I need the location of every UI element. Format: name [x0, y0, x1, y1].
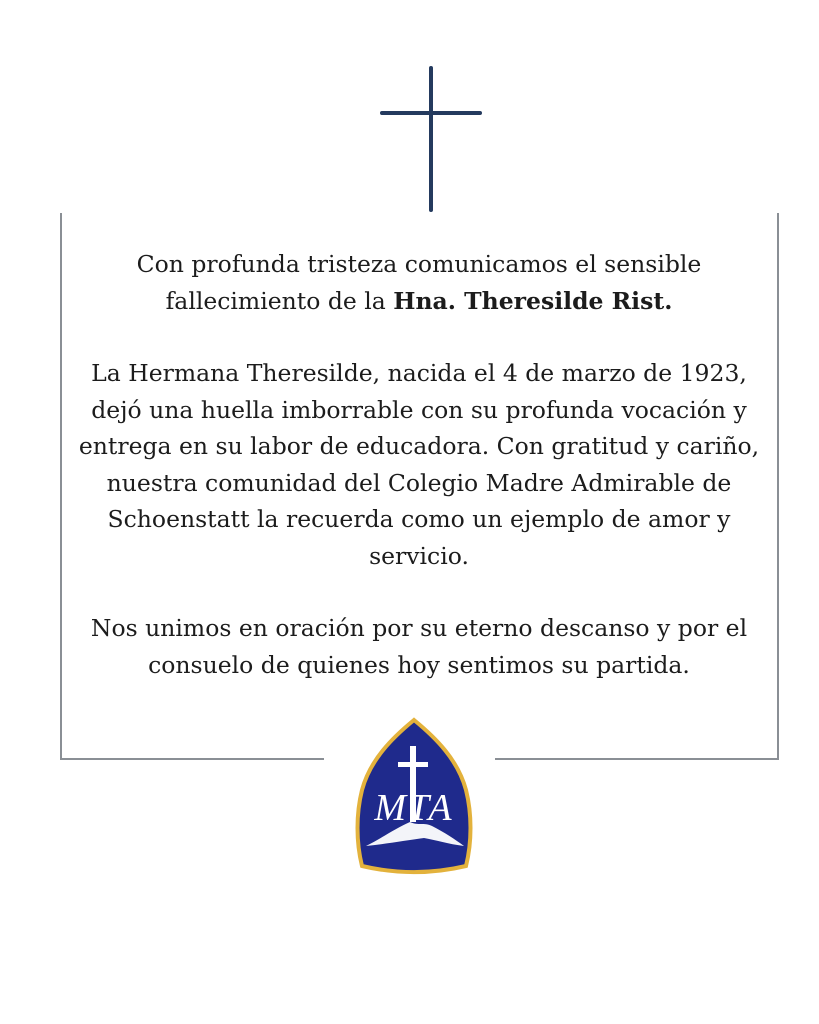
cross-vertical-bar	[429, 66, 433, 212]
prayer-paragraph: Nos unimos en oración por su eterno descanso y por el consuelo de quienes hoy sentimos su partida.	[90, 614, 748, 679]
deceased-name: Hna. Theresilde Rist.	[393, 286, 673, 315]
frame-right-border	[777, 213, 779, 760]
frame-bottom-left-border	[60, 758, 324, 760]
announcement-paragraph	[72, 246, 766, 319]
frame-left-border	[60, 213, 62, 760]
logo-letters: MTA	[374, 787, 454, 829]
schoenstatt-mta-shield-logo	[352, 716, 476, 876]
latin-cross-icon	[380, 66, 482, 214]
frame-bottom-right-border	[495, 758, 779, 760]
biography-paragraph: La Hermana Theresilde, nacida el 4 de marzo de 1923, dejó una huella imborrable con su profunda vocación y entrega en su labor de educadora. Con gratitud y cariño, nuestra comunidad del Colegio Madre Admirable de Schoenstatt la recuerda como un ejemplo de amor y servicio.	[78, 359, 760, 570]
announcement-text: Con profunda tristeza comunicamos el sensible fallecimiento de la	[136, 250, 702, 315]
cross-horizontal-bar	[380, 111, 482, 115]
obituary-text	[72, 246, 766, 683]
